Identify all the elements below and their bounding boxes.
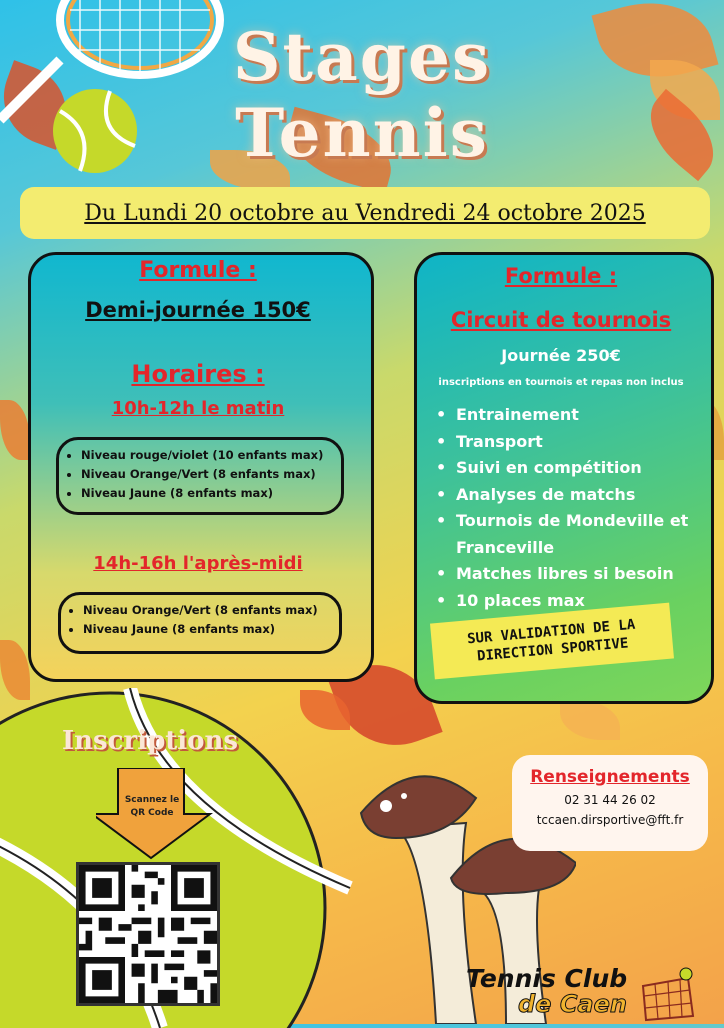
right-formule-label: Formule : <box>504 264 618 288</box>
morning-level-item: • Niveau rouge/violet (10 enfants max) <box>81 446 341 465</box>
afternoon-label: 14h-16h l'après-midi <box>93 553 303 574</box>
tournament-item: • Analyses de matchs <box>436 482 706 509</box>
contact-email[interactable]: tccaen.dirsportive@fft.fr <box>536 813 684 827</box>
page-title-line2: Tennis <box>235 94 489 172</box>
date-range: Du Lundi 20 octobre au Vendredi 24 octobre 2025 <box>84 200 646 226</box>
qr-code[interactable] <box>76 862 220 1006</box>
tournament-item: • Entrainement <box>436 402 706 429</box>
club-net-icon <box>638 966 698 1022</box>
afternoon-level-item: • Niveau Jaune (8 enfants max) <box>83 620 339 639</box>
inscriptions-title: Inscriptions <box>61 726 239 756</box>
contact-box <box>512 755 708 851</box>
leaf-decoration <box>0 400 30 460</box>
club-logo <box>466 960 716 1024</box>
contact-phone[interactable]: 02 31 44 26 02 <box>564 793 656 807</box>
left-formule-value: Demi-journée 150€ <box>85 298 311 322</box>
contact-title: Renseignements <box>530 767 690 787</box>
club-name-line2: de Caen <box>518 990 627 1018</box>
tournament-note: inscriptions en tournois et repas non inclus <box>438 377 684 388</box>
club-name-line1: Tennis Club <box>466 964 628 993</box>
afternoon-levels <box>58 592 342 654</box>
morning-label: 10h-12h le matin <box>111 398 285 419</box>
qr-code-icon <box>79 865 217 1003</box>
morning-levels <box>56 437 344 515</box>
tournament-item: • Suivi en compétition <box>436 455 706 482</box>
left-formule-label: Formule : <box>139 258 257 283</box>
validation-stamp-text: SUR VALIDATION DE LA DIRECTION SPORTIVE <box>466 616 636 665</box>
leaf-decoration <box>560 700 620 740</box>
tournament-item: • Matches libres si besoin <box>436 561 706 588</box>
tournament-item: • Tournois de Mondeville et Franceville <box>436 508 706 561</box>
tournament-item: • Transport <box>436 429 706 456</box>
morning-level-item: • Niveau Orange/Vert (8 enfants max) <box>81 465 341 484</box>
tournament-price: Journée 250€ <box>501 346 621 365</box>
horaires-label: Horaires : <box>131 360 265 388</box>
date-band <box>20 187 710 239</box>
tournament-item: • 10 places max <box>436 588 706 615</box>
scan-qr-text: Scannez le QR Code <box>124 795 180 818</box>
afternoon-level-item: • Niveau Orange/Vert (8 enfants max) <box>83 601 339 620</box>
morning-level-item: • Niveau Jaune (8 enfants max) <box>81 484 341 503</box>
page-title-line1: Stages <box>232 18 492 96</box>
tournament-items <box>436 402 706 614</box>
right-formule-value: Circuit de tournois <box>450 308 672 332</box>
